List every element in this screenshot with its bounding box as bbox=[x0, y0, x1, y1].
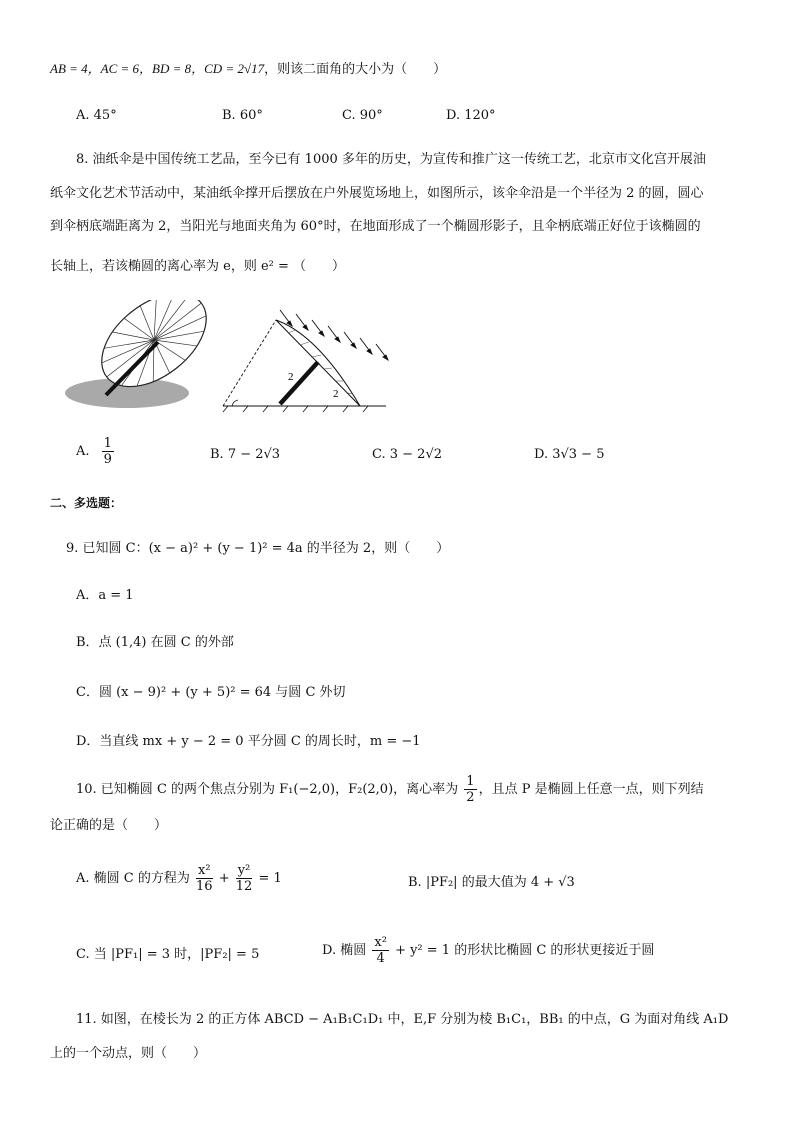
fraction: $\frac{\text{x²}}{4}$ bbox=[374, 935, 387, 966]
q11-line-1: 11. 如图，在棱长为 2 的正方体 ABCD − A₁B₁C₁D₁ 中，E,F 分别为棱 B₁C₁，BB₁ 的中点，G 为面对角线 A₁D bbox=[76, 1012, 729, 1027]
q9-option-c: C．圆 (x − 9)² + (y + 5)² = 64 与圆 C 外切 bbox=[76, 685, 346, 700]
q10-stem: 10. 已知椭圆 C 的两个焦点分别为 F₁(−2,0)，F₂(2,0)，离心率为 $\frac{1}{2}$ ，且点 P 是椭圆上任意一点，则下列结 bbox=[76, 774, 704, 805]
q8-line-1: 8. 油纸伞是中国传统工艺品，至今已有 1000 多年的历史，为宣传和推广这一传统工艺，北京市文化宫开展油 bbox=[76, 152, 706, 167]
fraction: $\frac{\text{y²}}{12}$ bbox=[235, 863, 253, 894]
q8-option-b: B. 7 − 2√3 bbox=[210, 447, 281, 462]
q11-line-2: 上的一个动点，则（ ） bbox=[50, 1046, 207, 1061]
q7-option-b: B. 60° bbox=[222, 108, 263, 123]
figure-label-handle: 2 bbox=[288, 371, 294, 383]
q10-option-d: D. 椭圆 $\frac{\text{x²}}{4}$ + y² = 1 的形状比椭圆 C 的形状更接近于圆 bbox=[322, 935, 655, 966]
q9-stem: 9. 已知圆 C：(x − a)² + (y − 1)² = 4a 的半径为 2，则（ ） bbox=[66, 541, 450, 556]
q9-option-a: A．a = 1 bbox=[76, 588, 134, 603]
q9-option-b: B．点 (1,4) 在圆 C 的外部 bbox=[76, 635, 234, 650]
fraction: $\frac{\text{x²}}{16}$ bbox=[196, 863, 213, 894]
q9-option-d: D．当直线 mx + y − 2 = 0 平分圆 C 的周长时，m = −1 bbox=[76, 734, 421, 749]
q10-option-a: A. 椭圆 C 的方程为 $\frac{\text{x²}}{16}$ + $\frac{\text{y²}}{12}$ = 1 bbox=[76, 863, 282, 894]
q7-condition: AB = 4，AC = 6，BD = 8，CD = 2√17，则该二面角的大小为（ ） bbox=[50, 61, 447, 77]
q7-option-a: A. 45° bbox=[76, 108, 117, 123]
fraction: $\frac{1}{9}$ bbox=[103, 436, 112, 467]
umbrella-photo-figure bbox=[62, 300, 212, 412]
q10-option-b: B. |PF₂| 的最大值为 4 + √3 bbox=[408, 875, 575, 890]
q8-option-d: D. 3√3 − 5 bbox=[534, 447, 605, 462]
fraction: $\frac{1}{2}$ bbox=[466, 774, 475, 805]
q10-stem-line-2: 论正确的是（ ） bbox=[50, 818, 168, 833]
q8-line-2: 纸伞文化艺术节活动中，某油纸伞撑开后摆放在户外展览场地上，如图所示，该伞伞沿是一个半径为 2 的圆，圆心 bbox=[50, 186, 704, 201]
figure-label-rim: 2 bbox=[333, 388, 339, 400]
q7-option-d: D. 120° bbox=[446, 108, 496, 123]
q8-line-4: 长轴上，若该椭圆的离心率为 e，则 e² = （ ） bbox=[50, 259, 346, 274]
q10-option-c: C. 当 |PF₁| = 3 时，|PF₂| = 5 bbox=[76, 947, 260, 962]
q8-line-3: 到伞柄底端距离为 2，当阳光与地面夹角为 60°时，在地面形成了一个椭圆形影子，且伞柄底端正好位于该椭圆的 bbox=[50, 219, 701, 234]
section-heading: 二、多选题： bbox=[50, 496, 123, 510]
q7-option-c: C. 90° bbox=[342, 108, 383, 123]
q8-option-a: A. $\frac{1}{9}$ bbox=[76, 436, 112, 467]
umbrella-diagram-figure bbox=[218, 300, 393, 415]
q8-option-c: C. 3 − 2√2 bbox=[372, 447, 443, 462]
